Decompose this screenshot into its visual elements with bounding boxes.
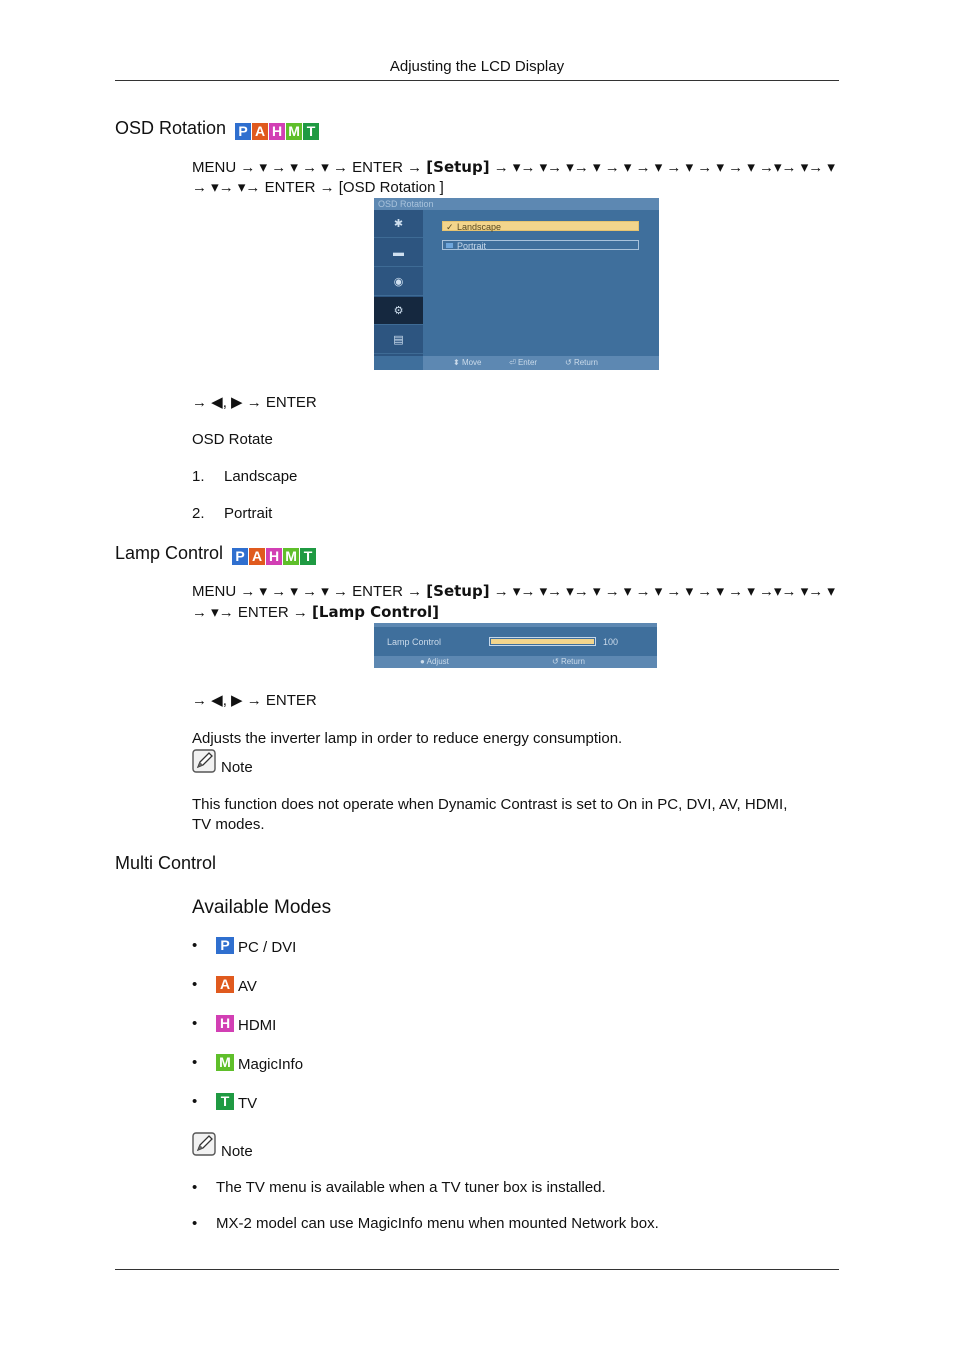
note-block: [192, 1132, 253, 1161]
osd-path-line1: MENU → ▾ → ▾ → ▾ → ENTER → [Setup] → ▾→ ▾→ ▾→ ▾ → ▾ → ▾ → ▾ → ▾ → ▾ →▾→ ▾→ ▾: [192, 158, 835, 177]
mode-label: HDMI: [238, 1017, 277, 1034]
mode-badge-m: M: [283, 548, 299, 565]
unchecked-icon: [446, 243, 453, 248]
osd-footer: [423, 356, 659, 370]
footer-rule: [115, 1269, 839, 1270]
note-text: ,: [783, 796, 788, 813]
picture-icon: ✱: [374, 210, 423, 238]
lamp-description: Adjusts the inverter lamp in order to reduce energy consumption.: [192, 730, 623, 747]
lamp-footer-return: ↺ Return: [552, 657, 585, 666]
list-label: Portrait: [224, 505, 273, 522]
lamp-progress-fill: [491, 639, 594, 644]
list-number: 2.: [192, 505, 205, 522]
mode-label: MagicInfo: [238, 1056, 304, 1073]
osd-footer-move: ⬍ Move: [453, 358, 482, 367]
setup-label: [Setup]: [426, 582, 490, 600]
input-icon: ▤: [374, 326, 423, 354]
path-text: MENU →: [192, 583, 260, 600]
mode-badge-a: A: [249, 548, 265, 565]
mode-badge-h: H: [216, 1015, 234, 1032]
mode-badge-a: A: [252, 123, 268, 140]
lamp-progress-track: [489, 637, 596, 646]
section-heading-osd-rotation: [115, 118, 320, 141]
note-text: MX-2 model can use: [216, 1215, 358, 1232]
note-term: On: [617, 796, 638, 813]
mode-badge-a: A: [216, 976, 234, 993]
path-text: ENTER →: [347, 583, 427, 600]
footer-label: Return: [560, 657, 585, 666]
path-text: ]: [435, 179, 444, 196]
section-heading-lamp-control: [115, 543, 317, 566]
channel-icon: ◉: [374, 268, 423, 296]
note-text: modes.: [211, 816, 265, 833]
list-label: Landscape: [224, 468, 298, 485]
mode-badge-h: H: [266, 548, 282, 565]
note-label: Note: [221, 1143, 253, 1160]
note-term: AV: [718, 796, 737, 813]
mode-badges: [235, 120, 320, 141]
option-label: Landscape: [457, 222, 502, 232]
mode-badge-p: P: [232, 548, 248, 565]
list-item: [192, 504, 273, 524]
osd-sidebar: [374, 210, 423, 356]
list-item: [192, 1179, 832, 1196]
heading-text: OSD Rotation: [115, 118, 227, 138]
osd-footer-return: ↺ Return: [565, 358, 598, 367]
mode-badge-t: T: [300, 548, 316, 565]
lamp-label: Lamp Control: [387, 637, 442, 647]
section-heading-multi-control: Multi Control: [115, 853, 217, 873]
path-target: OSD Rotation: [342, 179, 436, 196]
note-pencil-icon: [192, 1132, 216, 1156]
mode-badge-t: T: [303, 123, 319, 140]
bullet-icon: •: [192, 1054, 198, 1071]
mode-badge-p: P: [216, 937, 234, 954]
option-label: Portrait: [457, 241, 487, 251]
subheading-available-modes: Available Modes: [192, 897, 332, 918]
note-term: DVI: [686, 796, 712, 813]
down-arrow-icon: ▾: [290, 159, 298, 177]
down-arrow-icon: ▾: [259, 583, 268, 601]
setup-label: [Setup]: [426, 158, 490, 176]
osd-description: OSD Rotate: [192, 431, 273, 448]
bullet-icon: •: [192, 1015, 198, 1032]
osd-footer-enter: ⏎ Enter: [509, 358, 538, 367]
path-text: ENTER →: [347, 159, 427, 176]
lamp-path-line1: MENU → ▾ → ▾ → ▾ → ENTER → [Setup] → ▾→ ▾→ ▾→ ▾ → ▾ → ▾ → ▾ → ▾ → ▾ →▾→ ▾→ ▾: [192, 582, 835, 601]
footer-label: Adjust: [426, 657, 449, 666]
mode-badge-m: M: [216, 1054, 234, 1071]
osd-option-landscape: [442, 221, 639, 231]
list-item: [192, 1093, 258, 1112]
note-term: MagicInfo: [357, 1215, 423, 1232]
bullet-icon: •: [192, 1093, 198, 1110]
check-icon: ✓: [446, 222, 454, 232]
note-text: The: [216, 1179, 246, 1196]
down-arrow-icon: ▾: [290, 583, 298, 601]
note-label: Note: [221, 759, 253, 776]
sound-icon: ▬: [374, 239, 423, 267]
list-item: [192, 467, 298, 487]
note-text: menu when mounted Network box.: [422, 1215, 659, 1232]
osd-screen-title: OSD Rotation: [374, 198, 659, 210]
mode-badge-m: M: [286, 123, 302, 140]
lamp-nav-instruction: → ◀, ▶ → ENTER: [192, 692, 317, 709]
note-term: PC: [657, 796, 679, 813]
lamp-note-text: [192, 795, 842, 835]
note-text: is set to: [557, 796, 618, 813]
lamp-path-line2: → ▾→ ENTER → [Lamp Control]: [192, 603, 440, 621]
note-block: [192, 749, 253, 778]
list-number: 1.: [192, 468, 205, 485]
lamp-top-strip: [374, 623, 657, 627]
mode-label: PC / DVI: [238, 939, 297, 956]
note-text: ,: [678, 796, 687, 813]
lamp-value: 100: [603, 637, 619, 647]
note-text: ,: [736, 796, 745, 813]
mode-badge-t: T: [216, 1093, 234, 1110]
note-term: Dynamic Contrast: [438, 796, 558, 813]
note-text: ,: [711, 796, 719, 813]
heading-text: Lamp Control: [115, 543, 224, 563]
down-arrow-icon: ▾: [321, 159, 329, 177]
list-item: [192, 1015, 277, 1034]
path-text: → ENTER →: [218, 604, 313, 621]
mode-badge-p: P: [235, 123, 251, 140]
down-arrow-icon: ▾: [259, 159, 268, 177]
list-item: [192, 1215, 832, 1232]
path-text: MENU →: [192, 159, 260, 176]
note-term: HDMI: [744, 796, 784, 813]
note-line: [216, 1215, 659, 1232]
bullet-icon: •: [192, 1215, 198, 1232]
mode-label: AV: [238, 978, 257, 995]
path-text: ENTER → [: [260, 179, 343, 196]
down-arrow-icon: ▾: [321, 583, 329, 601]
note-text: This function does not operate when: [192, 796, 438, 813]
path-target: [Lamp Control]: [312, 603, 440, 621]
note-term: TV: [192, 816, 212, 833]
list-item: [192, 1054, 304, 1073]
lamp-footer: [374, 656, 657, 668]
lamp-control-screen: [374, 623, 657, 668]
header-rule: [115, 80, 839, 81]
lamp-footer-adjust: ● Adjust: [420, 657, 449, 666]
mode-badge-h: H: [269, 123, 285, 140]
setup-gear-icon: ⚙: [374, 297, 423, 325]
osd-nav-instruction: → ◀, ▶ → ENTER: [192, 394, 317, 411]
note-text: in: [637, 796, 658, 813]
footer-label: Move: [461, 358, 482, 367]
footer-label: Return: [573, 358, 598, 367]
note-line: [216, 1179, 606, 1196]
bullet-icon: •: [192, 937, 198, 954]
bullet-icon: •: [192, 976, 198, 993]
osd-rotation-screen: [374, 198, 659, 370]
list-item: [192, 937, 297, 956]
bullet-icon: •: [192, 1179, 198, 1196]
mode-label: TV: [238, 1095, 258, 1112]
note-pencil-icon: [192, 749, 216, 773]
note-text: menu is available when a TV tuner box is installed.: [264, 1179, 606, 1196]
osd-option-portrait: [442, 240, 639, 250]
osd-path-line2: → ▾→ ▾→ ENTER → [OSD Rotation ]: [192, 179, 444, 196]
footer-label: Enter: [517, 358, 538, 367]
list-item: [192, 976, 257, 995]
page-header: Adjusting the LCD Display: [389, 58, 565, 75]
note-term: TV: [245, 1179, 265, 1196]
mode-badges: [232, 545, 317, 566]
